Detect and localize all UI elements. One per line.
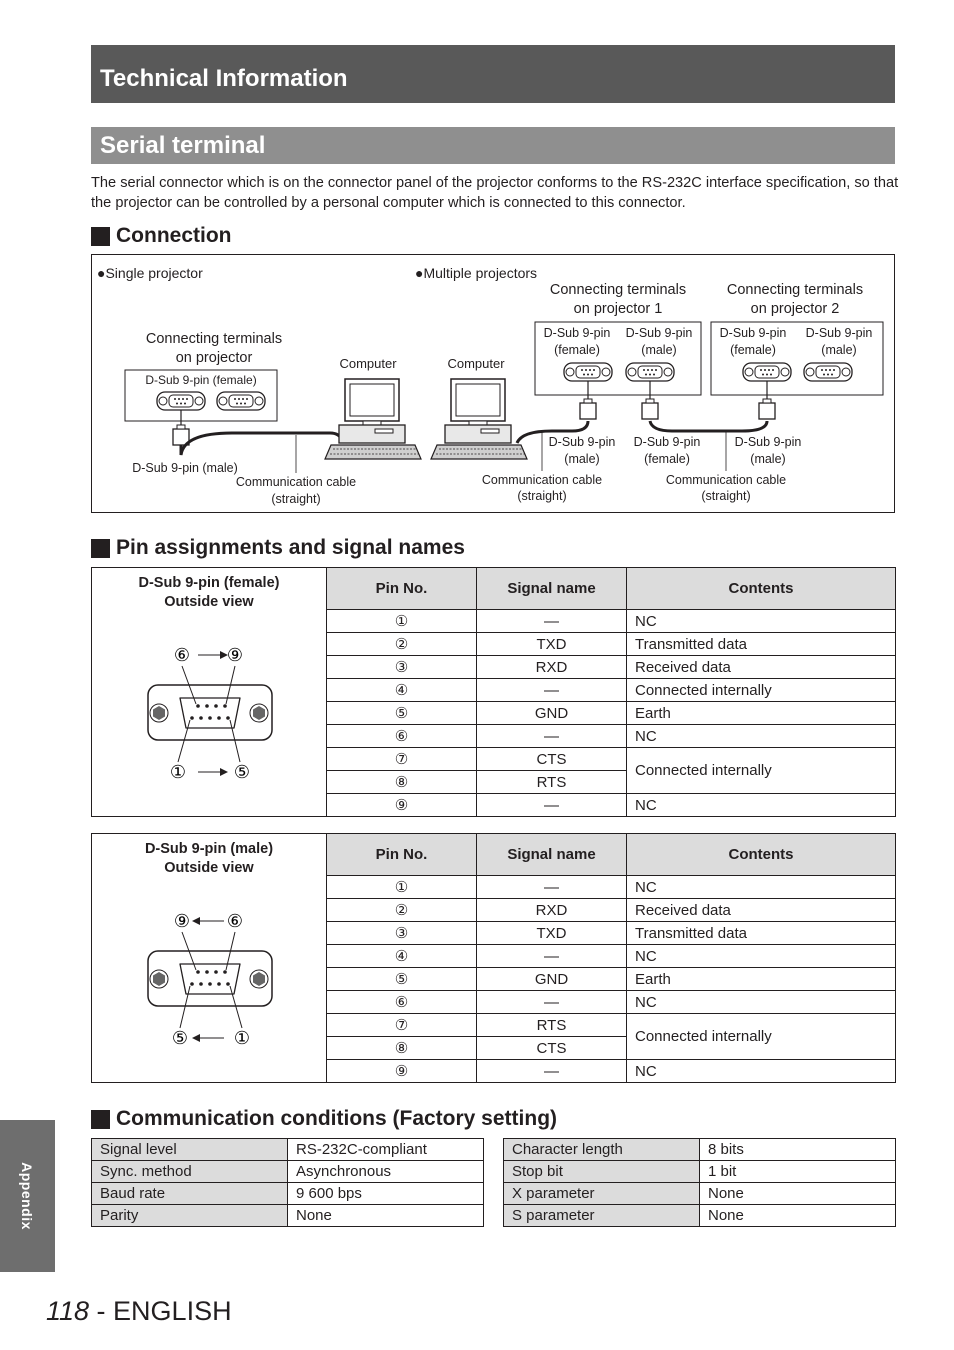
section-banner (91, 45, 895, 103)
table-row: ⑦ RTS Connected internally (92, 1014, 896, 1037)
svg-text:(male): (male) (750, 452, 786, 466)
serial-port-icon (157, 392, 205, 410)
table-row: ③ RXD Received data (92, 656, 896, 679)
side-tab-label: Appendix (19, 1162, 35, 1230)
section-title: Technical Information (100, 65, 348, 92)
table-row: Signal level RS-232C-compliant (92, 1139, 484, 1161)
plug-icon (759, 399, 775, 419)
table-row: ⑤ GND Earth (92, 968, 896, 991)
col-signal-name: Signal name (477, 834, 627, 876)
computer-icon (431, 379, 527, 459)
table-row: Sync. method Asynchronous (92, 1161, 484, 1183)
svg-text:Communication cable: Communication cable (665, 473, 787, 487)
col-contents: Contents (627, 568, 896, 610)
page-number: 118 - ENGLISH (46, 1296, 232, 1326)
computer-icon (325, 379, 421, 459)
svg-text:①: ① (233, 1028, 251, 1048)
multiple-projectors-label: ●Multiple projectors (415, 265, 538, 281)
svg-text:D-Sub 9-pin: D-Sub 9-pin (719, 326, 787, 340)
table-row: ② TXD Transmitted data (92, 633, 896, 656)
conditions-heading: Communication conditions (Factory setting) (91, 1107, 557, 1131)
table-row: Parity None (92, 1205, 484, 1227)
serial-port-icon (217, 392, 265, 410)
table-row: ① — NC (92, 876, 896, 899)
table-row: Character length 8 bits (504, 1139, 896, 1161)
svg-text:⑤: ⑤ (171, 1028, 189, 1048)
svg-text:(straight): (straight) (517, 489, 567, 503)
svg-text:D-Sub 9-pin: D-Sub 9-pin (548, 435, 616, 449)
page-title-banner (91, 127, 895, 164)
svg-text:(female): (female) (730, 343, 776, 357)
table-row: ⑨ — NC (92, 1060, 896, 1083)
svg-text:D-Sub 9-pin: D-Sub 9-pin (543, 326, 611, 340)
svg-text:on projector 2: on projector 2 (750, 301, 840, 317)
conditions-table-right (503, 1138, 896, 1227)
proj2-terminals-label: Connecting terminals (726, 282, 864, 298)
page-title: Serial terminal (100, 132, 266, 159)
male-outside-view: D-Sub 9-pin (male) Outside view ⑨ ⑥ ⑤ ① (92, 834, 327, 1083)
svg-text:⑥: ⑥ (173, 645, 191, 665)
heading-square-icon (91, 1110, 110, 1129)
svg-text:on projector: on projector (175, 350, 253, 366)
col-pin-no: Pin No. (327, 568, 477, 610)
svg-text:(male): (male) (564, 452, 600, 466)
pins-heading: Pin assignments and signal names (91, 536, 465, 560)
svg-text:(female): (female) (554, 343, 600, 357)
intro-paragraph: The serial connector which is on the connector panel of the projector conforms to the RS-232C interface specification, so that the projector can be controlled by a personal computer which is connected to this connector. (91, 175, 899, 211)
table-row: ① — NC (92, 610, 896, 633)
svg-text:(straight): (straight) (701, 489, 751, 503)
svg-text:(female): (female) (644, 452, 690, 466)
table-row: ⑨ — NC (92, 794, 896, 817)
pin-table-male (91, 833, 896, 1083)
table-row: ⑧ CTS (92, 1037, 896, 1060)
computer-label: Computer (447, 356, 505, 371)
table-row: ⑧ RTS (92, 771, 896, 794)
col-signal-name: Signal name (477, 568, 627, 610)
single-cable-label: Communication cable (235, 475, 357, 489)
table-row: Stop bit 1 bit (504, 1161, 896, 1183)
svg-text:⑤: ⑤ (233, 762, 251, 782)
svg-text:⑨: ⑨ (173, 911, 191, 931)
table-row: Baud rate 9 600 bps (92, 1183, 484, 1205)
svg-text:Communication cable: Communication cable (481, 473, 603, 487)
serial-port-icon (626, 363, 674, 381)
computer-label: Computer (339, 356, 397, 371)
table-row: S parameter None (504, 1205, 896, 1227)
appendix-side-tab[interactable] (0, 1120, 55, 1272)
table-row: ④ — Connected internally (92, 679, 896, 702)
table-row: X parameter None (504, 1183, 896, 1205)
table-row: ③ TXD Transmitted data (92, 922, 896, 945)
single-male-label: D-Sub 9-pin (male) (132, 461, 238, 475)
heading-square-icon (91, 227, 110, 246)
serial-port-icon (804, 363, 852, 381)
svg-text:D-Sub 9-pin: D-Sub 9-pin (625, 326, 693, 340)
table-row: ⑥ — NC (92, 725, 896, 748)
col-contents: Contents (627, 834, 896, 876)
connection-diagram-svg (92, 255, 894, 512)
connection-diagram (91, 254, 895, 513)
svg-text:(straight): (straight) (271, 492, 321, 506)
male-connector-diagram (92, 894, 327, 1084)
svg-text:⑥: ⑥ (226, 911, 244, 931)
proj1-terminals-label: Connecting terminals (549, 282, 687, 298)
pin-table-female (91, 567, 896, 817)
col-pin-no: Pin No. (327, 834, 477, 876)
table-row: ⑤ GND Earth (92, 702, 896, 725)
conditions-table-left (91, 1138, 484, 1227)
plug-icon (580, 399, 596, 419)
svg-text:D-Sub 9-pin: D-Sub 9-pin (805, 326, 873, 340)
serial-port-icon (743, 363, 791, 381)
female-connector-diagram (92, 628, 327, 818)
table-row: ② RXD Received data (92, 899, 896, 922)
heading-square-icon (91, 539, 110, 558)
table-row: ④ — NC (92, 945, 896, 968)
svg-text:(male): (male) (641, 343, 677, 357)
table-row: ⑦ CTS Connected internally (92, 748, 896, 771)
female-outside-view: D-Sub 9-pin (female) Outside view ⑥ ⑨ ① ⑤ (92, 568, 327, 817)
svg-text:D-Sub 9-pin: D-Sub 9-pin (633, 435, 701, 449)
plug-icon (642, 399, 658, 419)
table-row: ⑥ — NC (92, 991, 896, 1014)
svg-text:(male): (male) (821, 343, 857, 357)
svg-text:D-Sub 9-pin: D-Sub 9-pin (734, 435, 802, 449)
connection-heading: Connection (91, 224, 232, 248)
serial-port-icon (564, 363, 612, 381)
svg-text:on projector 1: on projector 1 (573, 301, 663, 317)
single-female-label: D-Sub 9-pin (female) (145, 373, 257, 387)
svg-text:①: ① (169, 762, 187, 782)
single-terminals-label: Connecting terminals (145, 331, 283, 347)
single-projector-label: ●Single projector (97, 265, 203, 281)
svg-text:⑨: ⑨ (226, 645, 244, 665)
